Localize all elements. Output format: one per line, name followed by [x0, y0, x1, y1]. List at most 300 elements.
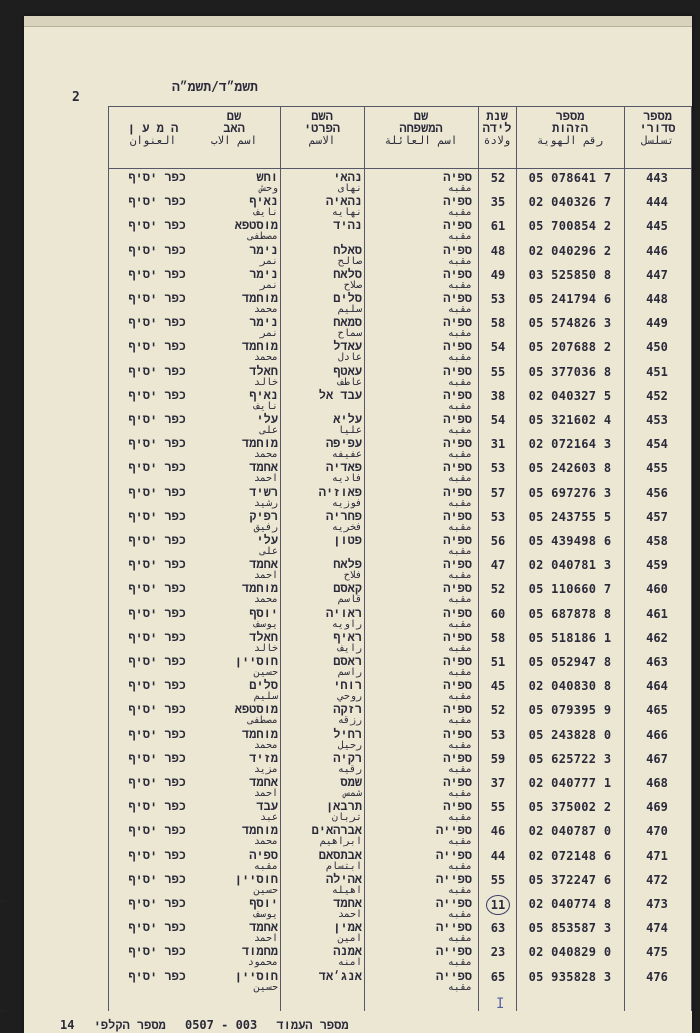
father-name: [188, 945, 278, 968]
father-name: [188, 340, 278, 363]
header-id-line1: מספר: [555, 109, 585, 123]
birth-year: [482, 582, 514, 596]
address: כפר יסיף: [128, 823, 186, 838]
id-number: 02 072148 6: [528, 848, 612, 863]
header-year: [478, 110, 516, 147]
table-row: [24, 340, 692, 364]
birth-year: [482, 752, 514, 766]
year-value: 37: [490, 776, 506, 790]
id-number: 05 853587 3: [528, 921, 612, 936]
serial-number: 452: [646, 388, 668, 403]
family-name-hebrew: ספיה: [443, 339, 472, 354]
father-name: [188, 268, 278, 291]
address: כפר יסיף: [128, 242, 186, 257]
family-name: [370, 800, 472, 823]
father-name-arabic: احمد: [253, 933, 278, 945]
family-name: [370, 824, 472, 847]
id-number: 05 625722 3: [528, 751, 612, 766]
birth-year: [482, 631, 514, 645]
father-name-hebrew: אחמד: [249, 920, 278, 935]
family-name-arabic: مقبه: [447, 739, 472, 751]
table-row: [24, 461, 692, 485]
father-name: [188, 486, 278, 509]
first-name-arabic: صلاح: [343, 279, 362, 291]
family-name-hebrew: ספיה: [443, 678, 472, 693]
address: כפר יסיף: [128, 387, 186, 402]
year-value: 55: [490, 364, 506, 379]
address: כפר יסיף: [128, 775, 186, 789]
family-name: [370, 219, 472, 242]
first-name-hebrew: סאלח: [333, 242, 362, 257]
family-name-hebrew: ספיה: [443, 629, 472, 644]
serial-number: 462: [646, 630, 668, 645]
first-name-arabic: تربان: [331, 812, 362, 824]
father-name-arabic: مزيد: [253, 763, 278, 775]
first-name-arabic: راويه: [331, 618, 362, 630]
table-row: [24, 945, 692, 969]
father-name-hebrew: מוחמד: [241, 291, 278, 305]
family-name-arabic: مقبه: [447, 836, 472, 848]
address: כפר יסיף: [128, 629, 186, 644]
first-name-hebrew: אברהאים: [311, 823, 362, 838]
first-name-arabic: احمد: [337, 909, 362, 920]
first-name-arabic: عادل: [337, 352, 362, 364]
footer-line-label: מספר העמוד: [276, 1018, 349, 1032]
father-name: [188, 800, 278, 823]
father-name-arabic: نايف: [253, 207, 278, 219]
birth-year: [482, 389, 514, 403]
year-value: 48: [490, 243, 506, 258]
family-name-arabic: مقبه: [447, 594, 472, 606]
birth-year: [482, 365, 514, 379]
father-name-hebrew: עבד: [256, 799, 278, 814]
first-name: [280, 752, 362, 775]
family-name-hebrew: ספיה: [443, 750, 472, 765]
birth-year: [482, 486, 514, 500]
header-father-line1: שם: [226, 109, 242, 123]
first-name-arabic: قاسم: [337, 594, 362, 606]
father-name-hebrew: מוחמד: [241, 339, 278, 354]
first-name-hebrew: נהיד: [333, 218, 362, 233]
first-name-hebrew: נהאיה: [325, 194, 362, 209]
father-name-arabic: مقبه: [253, 860, 278, 872]
birth-year: [482, 824, 514, 838]
id-number: 05 935828 3: [528, 969, 612, 984]
serial-number: 476: [646, 969, 668, 984]
family-name: [370, 921, 472, 944]
footer-kalpi-value: 003 - 0507: [184, 1018, 258, 1032]
father-name: [188, 824, 278, 847]
top-edge: [24, 16, 692, 27]
family-name: [370, 486, 472, 509]
serial-number: 444: [646, 195, 668, 210]
address: כפר יסיף: [128, 871, 186, 886]
header-family-line2: המשפחה: [399, 121, 443, 135]
header-id: [516, 110, 624, 147]
father-name-hebrew: מזיד: [249, 750, 278, 765]
year-value: 59: [490, 751, 506, 766]
serial-number: 470: [646, 824, 668, 839]
father-name-hebrew: נימר: [249, 242, 278, 257]
id-number: 02 040774 8: [528, 897, 612, 911]
father-name: [188, 171, 278, 194]
address: כפר יסיף: [128, 218, 186, 233]
father-name-arabic: احمد: [253, 788, 278, 799]
father-name: [188, 921, 278, 944]
father-name-arabic: حسين: [253, 884, 278, 896]
family-name: [370, 703, 472, 726]
first-name: [280, 486, 362, 509]
header-year-line1: שנת: [486, 109, 508, 123]
serial-number: 472: [646, 872, 668, 887]
family-name-hebrew: ספיה: [443, 605, 472, 620]
father-name-hebrew: אחמד: [249, 775, 278, 789]
first-name: [280, 800, 362, 823]
table-row: [24, 897, 692, 921]
family-name-hebrew: ספיה: [443, 484, 472, 499]
birth-year: [482, 510, 514, 524]
first-name-hebrew: עפיפה: [325, 436, 362, 451]
family-name: [370, 897, 472, 920]
first-name: [280, 340, 362, 363]
table-row: [24, 268, 692, 292]
father-name: [188, 437, 278, 460]
family-name-arabic: مقبه: [447, 279, 472, 291]
id-number: 05 052947 8: [528, 655, 612, 669]
serial-number: 459: [646, 558, 668, 573]
year-value: 53: [490, 292, 506, 306]
header-serial-line1: מספר: [643, 109, 672, 123]
year-value: 47: [490, 558, 506, 573]
family-name-arabic: مقبه: [447, 400, 472, 412]
father-name-hebrew: מוחמד: [241, 581, 278, 596]
first-name-hebrew: רזקה: [333, 702, 362, 717]
id-number: 05 321602 4: [528, 413, 612, 427]
father-name: [188, 219, 278, 242]
first-name-hebrew: אהילה: [325, 871, 362, 886]
table-row: [24, 970, 692, 994]
father-name: [188, 389, 278, 412]
first-name-arabic: عفيفه: [331, 449, 362, 461]
first-name-arabic: ابتسام: [325, 860, 362, 872]
address: כפר יסיף: [128, 266, 186, 281]
family-name-hebrew: ספיה: [443, 170, 472, 184]
family-name-hebrew: ספיה: [443, 581, 472, 596]
address: כפר יסיף: [128, 557, 186, 572]
table-row: [24, 752, 692, 776]
table-row: [24, 582, 692, 606]
first-name-hebrew: פלאח: [333, 557, 362, 572]
birth-year: [482, 219, 514, 233]
year-value: 65: [490, 969, 506, 984]
first-name: [280, 244, 362, 267]
id-number: 05 439498 6: [528, 534, 612, 548]
serial-number: 460: [646, 582, 668, 597]
table-row: [24, 776, 692, 800]
family-name-hebrew: ספיה: [443, 460, 472, 475]
father-name-hebrew: יוסף: [249, 896, 278, 910]
family-name-hebrew: ספייה: [435, 944, 472, 959]
first-name-hebrew: עאדל: [333, 339, 362, 354]
family-name-hebrew: ספייה: [435, 896, 472, 910]
first-name-arabic: سليم: [337, 304, 362, 315]
address: כפר יסיף: [128, 678, 186, 693]
first-name-hebrew: פאדיה: [325, 460, 362, 475]
birth-year: [482, 728, 514, 742]
father-name-hebrew: יוסף: [249, 605, 278, 620]
family-name: [370, 292, 472, 315]
year-value: 57: [490, 485, 506, 500]
first-name: [280, 558, 362, 581]
family-name-arabic: مقبه: [447, 521, 472, 533]
serial-number: 458: [646, 534, 668, 548]
first-name-arabic: عليا: [337, 425, 362, 436]
table-row: [24, 389, 692, 413]
address: כפר יסיף: [128, 194, 186, 209]
address: כפר יסיף: [128, 291, 186, 305]
family-name-arabic: مقبه: [447, 884, 472, 896]
first-name-hebrew: אנג׳אד: [318, 968, 362, 983]
father-name-hebrew: וחש: [256, 170, 278, 184]
id-number: 02 040777 1: [528, 776, 612, 790]
father-name-arabic: محمد: [253, 836, 278, 848]
serial-number: 461: [646, 606, 668, 621]
family-name-hebrew: ספיה: [443, 266, 472, 281]
birth-year: [482, 800, 514, 814]
address: כפר יסיף: [128, 847, 186, 862]
father-name: [188, 728, 278, 751]
family-name-arabic: مقبه: [447, 788, 472, 799]
birth-year: [482, 171, 514, 185]
serial-number: 449: [646, 316, 668, 331]
year-value: 58: [490, 316, 506, 331]
birth-year: [482, 292, 514, 306]
first-name-arabic: امنه: [337, 957, 362, 969]
address: כפר יסיף: [128, 484, 186, 499]
father-name-hebrew: מוחמד: [241, 436, 278, 451]
family-name-hebrew: ספייה: [435, 920, 472, 935]
table-row: [24, 292, 692, 316]
first-name: [280, 171, 362, 194]
first-name-arabic: امين: [337, 933, 362, 945]
family-name-arabic: مقبه: [447, 812, 472, 824]
document-title: תשמ״ד/תשמ״ה: [172, 80, 258, 95]
table-row: [24, 824, 692, 848]
address: כפר יסיף: [128, 581, 186, 596]
father-name: [188, 631, 278, 654]
family-name-arabic: مقبه: [447, 909, 472, 920]
father-name-hebrew: נאיף: [249, 194, 278, 209]
family-name-arabic: مقبه: [447, 425, 472, 436]
id-number: 05 687878 8: [528, 606, 612, 621]
id-number: 02 040327 5: [528, 388, 612, 403]
serial-number: 469: [646, 800, 668, 815]
father-name-hebrew: מוחמד: [241, 726, 278, 741]
father-name-hebrew: נימר: [249, 266, 278, 281]
id-number: 05 242603 8: [528, 461, 612, 476]
first-name: [280, 510, 362, 533]
id-number: 03 525850 8: [528, 267, 612, 282]
header-father: [188, 110, 280, 147]
year-value: 55: [490, 872, 506, 887]
serial-number: 446: [646, 243, 668, 258]
page-footer: [60, 1018, 361, 1033]
serial-number: 456: [646, 485, 668, 500]
header-father-line2: האב: [223, 121, 245, 135]
family-name-arabic: مقبه: [447, 304, 472, 315]
address: כפר יסיף: [128, 339, 186, 354]
address: כפר יסיף: [128, 896, 186, 910]
father-name: [188, 849, 278, 872]
first-name-arabic: سماح: [337, 328, 362, 340]
year-value: 55: [490, 800, 506, 815]
header-address: [108, 122, 198, 147]
serial-number: 471: [646, 848, 668, 863]
document-page: [24, 16, 692, 1033]
table-row: [24, 558, 692, 582]
address: כפר יסיף: [128, 508, 186, 523]
first-name-hebrew: רקיה: [333, 750, 362, 765]
father-name-hebrew: מוסטפא: [234, 702, 278, 717]
father-name-hebrew: חאלד: [249, 363, 278, 378]
year-value: 52: [490, 171, 506, 185]
serial-number: 467: [646, 751, 668, 766]
family-name-arabic: مقبه: [447, 352, 472, 364]
first-name: [280, 655, 362, 678]
header-first-arabic: الاسم: [308, 134, 336, 147]
family-name-hebrew: ספיה: [443, 508, 472, 523]
first-name-hebrew: שמס: [340, 775, 362, 789]
first-name-arabic: نهاى: [337, 183, 362, 194]
family-name-arabic: مقبه: [447, 957, 472, 969]
table-row: [24, 679, 692, 703]
family-name-hebrew: ספייה: [435, 968, 472, 983]
family-name-arabic: مقبه: [447, 328, 472, 340]
father-name: [188, 655, 278, 678]
year-value: 53: [490, 461, 506, 476]
address: כפר יסיף: [128, 920, 186, 935]
header-family-line1: שם: [413, 109, 429, 123]
first-name: [280, 631, 362, 654]
header-serial-arabic: تسلسل: [640, 134, 675, 147]
father-name-hebrew: עלי: [256, 412, 278, 426]
address: כפר יסיף: [128, 436, 186, 451]
serial-number: 448: [646, 292, 668, 306]
father-name-arabic: احمد: [253, 570, 278, 582]
first-name-arabic: رزقه: [337, 715, 362, 727]
id-number: 05 079395 9: [528, 703, 612, 718]
first-name: [280, 679, 362, 702]
table-row: [24, 800, 692, 824]
id-number: 02 040830 8: [528, 679, 612, 694]
father-name: [188, 510, 278, 533]
family-name-arabic: مقبه: [447, 207, 472, 219]
family-name-hebrew: ספיה: [443, 557, 472, 572]
father-name: [188, 413, 278, 436]
first-name: [280, 824, 362, 847]
family-name: [370, 389, 472, 412]
father-name-hebrew: סלים: [249, 678, 278, 693]
father-name-arabic: سليم: [253, 691, 278, 703]
address: כפר יסיף: [128, 533, 186, 547]
family-name-hebrew: ספיה: [443, 387, 472, 402]
year-value: 31: [490, 437, 506, 452]
header-serial-line2: סדורי: [639, 121, 676, 135]
header-first-line2: הפרטי: [303, 121, 340, 135]
address: כפר יסיף: [128, 605, 186, 620]
father-name-hebrew: נימר: [249, 315, 278, 330]
birth-year: [482, 607, 514, 621]
father-name-arabic: وحش: [259, 183, 278, 194]
father-name-hebrew: מוחמד: [241, 823, 278, 838]
header-first-name: [280, 110, 364, 147]
first-name-arabic: رايف: [337, 642, 362, 654]
father-name-arabic: مصطفى: [247, 715, 278, 727]
family-name-arabic: مقبه: [447, 667, 472, 678]
first-name-arabic: فوزيه: [331, 497, 362, 509]
address: כפר יסיף: [128, 315, 186, 330]
father-name: [188, 607, 278, 630]
table-row: [24, 921, 692, 945]
family-name-hebrew: ספיה: [443, 654, 472, 668]
serial-number: 445: [646, 219, 668, 234]
father-name-arabic: حسين: [253, 981, 278, 993]
id-number: 02 040326 7: [528, 195, 612, 210]
family-name-hebrew: ספיה: [443, 726, 472, 741]
father-name-arabic: مصطفى: [247, 231, 278, 243]
address: כפר יסיף: [128, 654, 186, 668]
id-number: 02 072164 3: [528, 437, 612, 452]
first-name-arabic: صالح: [337, 255, 362, 267]
address: כפר יסיף: [128, 460, 186, 475]
serial-number: 465: [646, 703, 668, 718]
family-name-arabic: مقبه: [447, 715, 472, 727]
first-name-arabic: فاديه: [331, 473, 362, 485]
birth-year: [482, 461, 514, 475]
first-name-arabic: روحي: [337, 691, 362, 703]
family-name-arabic: مقبه: [447, 449, 472, 461]
father-name: [188, 292, 278, 315]
father-name-arabic: خالد: [253, 376, 278, 388]
family-name-arabic: مقبه: [447, 497, 472, 509]
father-name: [188, 679, 278, 702]
family-name-hebrew: ספיה: [443, 291, 472, 305]
family-name-hebrew: ספייה: [435, 823, 472, 838]
first-name: [280, 292, 362, 315]
father-name: [188, 534, 278, 557]
first-name: [280, 534, 362, 547]
year-value: 60: [490, 606, 506, 621]
family-name: [370, 728, 472, 751]
year-value: 38: [490, 388, 506, 403]
address: כפר יסיף: [128, 702, 186, 717]
address: כפר יסיף: [128, 726, 186, 741]
address: כפר יסיף: [128, 944, 186, 959]
circled-year: 11: [486, 895, 510, 915]
family-name-arabic: مقبه: [447, 763, 472, 775]
serial-number: 447: [646, 267, 668, 282]
serial-number: 474: [646, 921, 668, 936]
father-name: [188, 195, 278, 218]
year-value: 54: [490, 413, 506, 427]
first-name-hebrew: קאסם: [333, 581, 362, 596]
id-number: 02 040787 0: [528, 824, 612, 839]
year-value: 56: [490, 534, 506, 548]
first-name-hebrew: נהאי: [333, 170, 362, 184]
family-name: [370, 461, 472, 484]
year-value: 52: [490, 703, 506, 718]
header-serial: [624, 110, 691, 147]
